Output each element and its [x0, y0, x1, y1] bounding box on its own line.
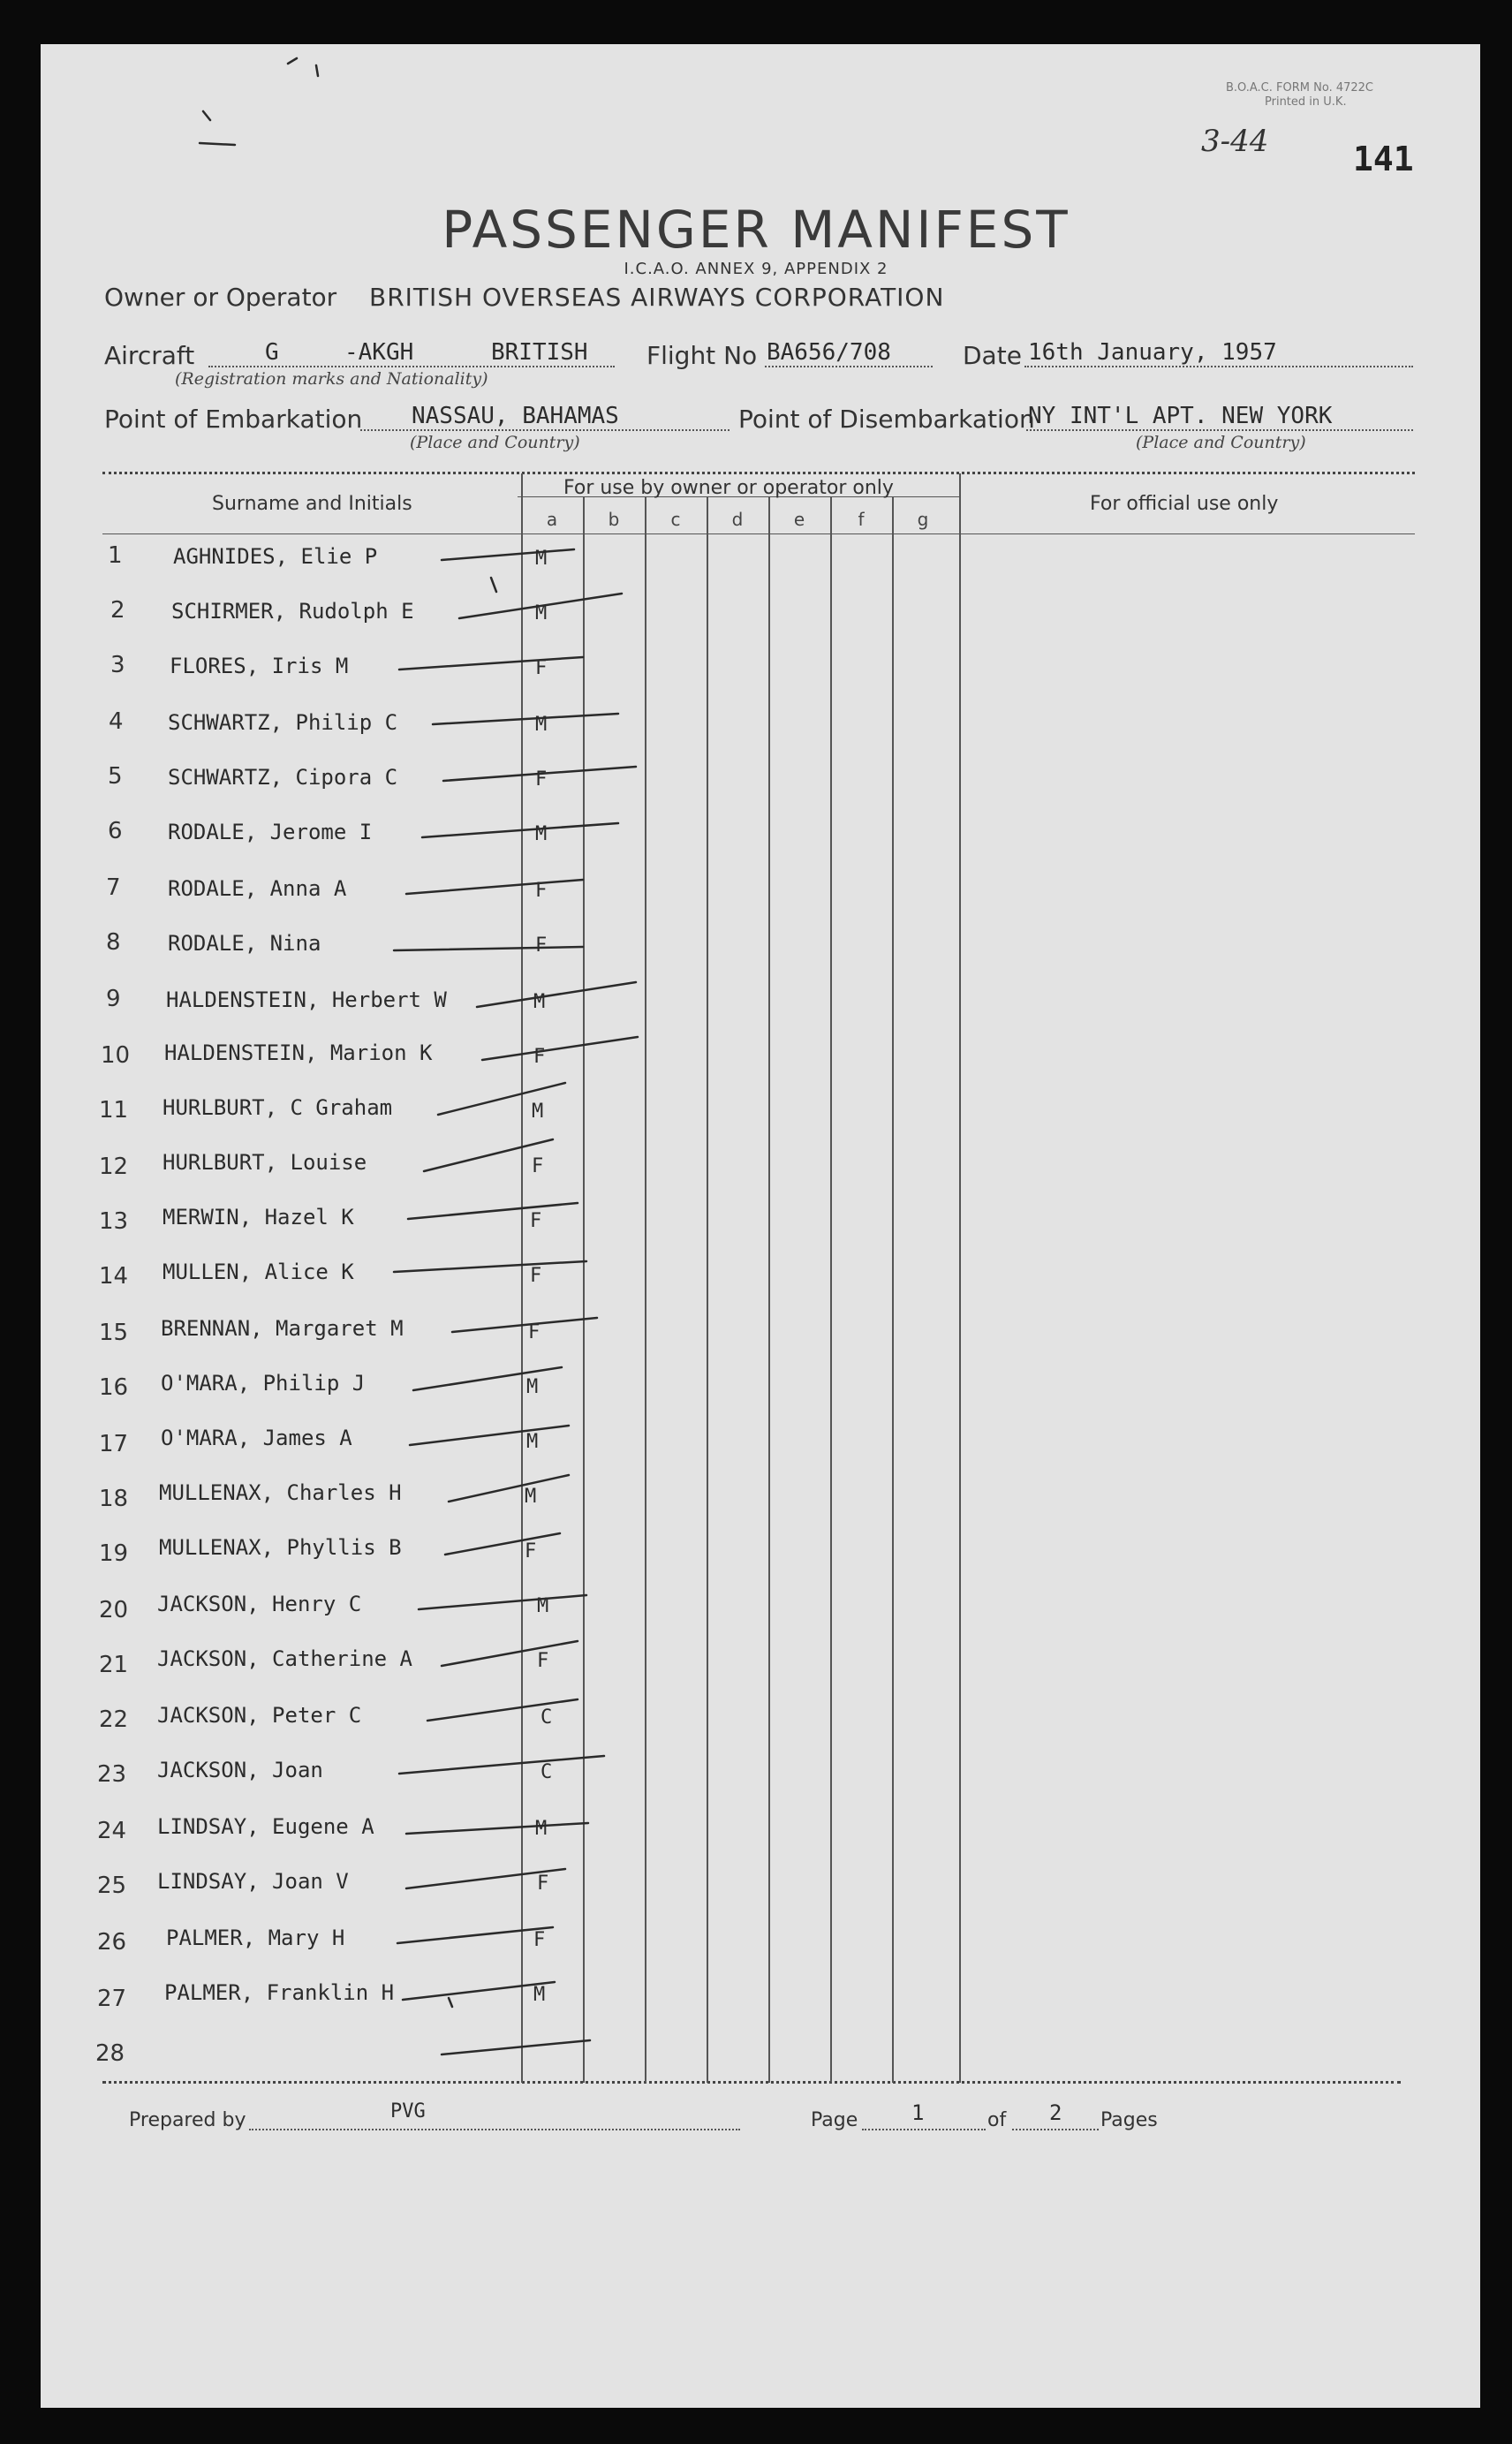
- passenger-sex-code: F: [535, 657, 548, 679]
- row-number: 18: [99, 1486, 129, 1512]
- passenger-name: SCHWARTZ, Philip C: [168, 710, 398, 735]
- passenger-name: PALMER, Franklin H: [164, 1980, 395, 2005]
- owner-use-column-header: For use by owner or operator only: [563, 477, 894, 499]
- disembarkation-value: NY INT'L APT. NEW YORK: [1028, 403, 1333, 429]
- passenger-sex-code: M: [535, 602, 548, 624]
- owner-label: Owner or Operator: [104, 283, 337, 312]
- row-number: 5: [108, 763, 123, 790]
- row-number: 25: [97, 1873, 127, 1899]
- passenger-sex-code: M: [533, 991, 546, 1013]
- row-number: 20: [99, 1597, 129, 1623]
- passenger-sex-code: F: [535, 880, 548, 902]
- column-letter-e: e: [793, 509, 805, 530]
- passenger-name: HALDENSTEIN, Marion K: [164, 1040, 433, 1065]
- column-letter-c: c: [670, 509, 681, 530]
- passenger-sex-code: M: [535, 548, 548, 570]
- page-label: Page: [811, 2109, 858, 2131]
- passenger-name: MULLENAX, Charles H: [159, 1480, 402, 1505]
- passenger-name: RODALE, Anna A: [168, 876, 347, 901]
- row-number: 8: [106, 929, 121, 956]
- flight-label: Flight No: [646, 341, 758, 370]
- column-letter-g: g: [917, 509, 929, 530]
- passenger-sex-code: F: [535, 934, 548, 957]
- passenger-sex-code: F: [533, 1046, 546, 1068]
- passenger-name: JACKSON, Henry C: [157, 1592, 362, 1616]
- passenger-name: HURLBURT, Louise: [163, 1150, 367, 1175]
- row-number: 26: [97, 1929, 127, 1956]
- passenger-name: HALDENSTEIN, Herbert W: [166, 987, 447, 1012]
- row-number: 11: [99, 1097, 129, 1124]
- passenger-name: HURLBURT, C Graham: [163, 1095, 393, 1120]
- passenger-name: AGHNIDES, Elie P: [173, 544, 378, 569]
- row-number: 21: [99, 1652, 129, 1678]
- page-stamp: 141: [1353, 140, 1414, 178]
- passenger-name: LINDSAY, Eugene A: [157, 1814, 374, 1839]
- aircraft-nationality: BRITISH: [491, 339, 588, 366]
- passenger-name: MULLEN, Alice K: [163, 1260, 354, 1284]
- passenger-name: JACKSON, Catherine A: [157, 1646, 412, 1671]
- prepared-by-value: PVG: [390, 2100, 426, 2122]
- passenger-sex-code: F: [528, 1321, 541, 1343]
- row-number: 28: [95, 2040, 125, 2067]
- of-dotted-line: [1012, 2129, 1099, 2130]
- passenger-name: SCHIRMER, Rudolph E: [171, 599, 414, 624]
- disembarkation-label: Point of Disembarkation: [738, 405, 1035, 434]
- page-number: 1: [911, 2100, 925, 2125]
- page-dotted-line: [862, 2129, 986, 2130]
- page-subtitle: I.C.A.O. ANNEX 9, APPENDIX 2: [624, 260, 888, 278]
- date-value: 16th January, 1957: [1028, 339, 1277, 366]
- passenger-sex-code: M: [537, 1595, 549, 1617]
- owner-value: BRITISH OVERSEAS AIRWAYS CORPORATION: [369, 283, 945, 312]
- passenger-name: SCHWARTZ, Cipora C: [168, 765, 398, 790]
- column-letter-f: f: [858, 509, 865, 530]
- official-use-column-header: For official use only: [1090, 493, 1279, 515]
- form-number: B.O.A.C. FORM No. 4722C: [1226, 81, 1373, 95]
- passenger-sex-code: F: [530, 1210, 542, 1232]
- passenger-sex-code: M: [535, 714, 548, 736]
- row-number: 12: [99, 1154, 129, 1180]
- row-number: 16: [99, 1374, 129, 1401]
- embarkation-caption: (Place and Country): [410, 433, 580, 452]
- passenger-sex-code: F: [530, 1265, 542, 1287]
- prepared-by-dotted-line: [249, 2129, 740, 2130]
- pages-label: Pages: [1100, 2109, 1158, 2131]
- column-letter-d: d: [731, 509, 744, 530]
- passenger-sex-code: C: [541, 1706, 553, 1729]
- passenger-sex-code: M: [525, 1486, 537, 1508]
- row-number: 10: [101, 1042, 131, 1069]
- aircraft-registration: -AKGH: [344, 339, 414, 366]
- passenger-sex-code: F: [537, 1873, 549, 1895]
- handwritten-reference: 3-44: [1201, 124, 1269, 159]
- printed-in: Printed in U.K.: [1265, 95, 1347, 109]
- passenger-name: MERWIN, Hazel K: [163, 1205, 354, 1230]
- aircraft-prefix: G: [265, 339, 279, 366]
- page-title: PASSENGER MANIFEST: [442, 200, 1070, 260]
- aircraft-label: Aircraft: [104, 341, 195, 370]
- passenger-sex-code: F: [535, 768, 548, 791]
- passenger-sex-code: M: [535, 823, 548, 845]
- aircraft-caption: (Registration marks and Nationality): [175, 369, 488, 389]
- row-number: 9: [106, 986, 121, 1012]
- date-label: Date: [963, 341, 1022, 370]
- passenger-name: JACKSON, Joan: [157, 1758, 323, 1782]
- row-number: 1: [108, 542, 123, 569]
- row-number: 13: [99, 1208, 129, 1235]
- flight-number: BA656/708: [767, 339, 891, 366]
- passenger-sex-code: F: [533, 1929, 546, 1951]
- passenger-name: PALMER, Mary H: [166, 1926, 345, 1950]
- row-number: 17: [99, 1431, 129, 1457]
- prepared-by-label: Prepared by: [129, 2109, 246, 2131]
- passenger-name: MULLENAX, Phyllis B: [159, 1535, 402, 1560]
- passenger-sex-code: M: [535, 1818, 548, 1840]
- row-number: 2: [110, 597, 125, 624]
- row-number: 14: [99, 1263, 129, 1290]
- of-label: of: [987, 2109, 1007, 2131]
- embarkation-label: Point of Embarkation: [104, 405, 363, 434]
- embarkation-value: NASSAU, BAHAMAS: [412, 403, 619, 429]
- passenger-name: BRENNAN, Margaret M: [161, 1316, 404, 1341]
- row-number: 24: [97, 1818, 127, 1844]
- passenger-sex-code: M: [533, 1984, 546, 2006]
- column-letter-a: a: [546, 509, 558, 530]
- row-number: 15: [99, 1320, 129, 1346]
- passenger-name: O'MARA, Philip J: [161, 1371, 366, 1396]
- passenger-name: RODALE, Jerome I: [168, 820, 373, 844]
- row-number: 6: [108, 818, 123, 844]
- row-number: 7: [106, 874, 121, 901]
- passenger-name: O'MARA, James A: [161, 1426, 352, 1450]
- passenger-sex-code: M: [526, 1431, 539, 1453]
- passenger-sex-code: C: [541, 1761, 553, 1783]
- passenger-sex-code: M: [526, 1376, 539, 1398]
- passenger-sex-code: F: [525, 1540, 537, 1562]
- row-number: 19: [99, 1540, 129, 1567]
- surname-column-header: Surname and Initials: [212, 493, 412, 515]
- row-number: 23: [97, 1761, 127, 1788]
- column-letter-b: b: [608, 509, 620, 530]
- passenger-name: FLORES, Iris M: [170, 654, 349, 678]
- row-number: 4: [109, 708, 124, 735]
- passenger-name: JACKSON, Peter C: [157, 1703, 362, 1728]
- row-number: 3: [110, 652, 125, 678]
- total-pages: 2: [1049, 2100, 1062, 2125]
- passenger-sex-code: M: [532, 1101, 544, 1123]
- passenger-name: RODALE, Nina: [168, 931, 321, 956]
- passenger-name: LINDSAY, Joan V: [157, 1869, 349, 1894]
- row-number: 27: [97, 1986, 127, 2012]
- passenger-sex-code: F: [532, 1155, 544, 1177]
- row-number: 22: [99, 1706, 129, 1733]
- disembarkation-caption: (Place and Country): [1136, 433, 1306, 452]
- passenger-sex-code: F: [537, 1650, 549, 1672]
